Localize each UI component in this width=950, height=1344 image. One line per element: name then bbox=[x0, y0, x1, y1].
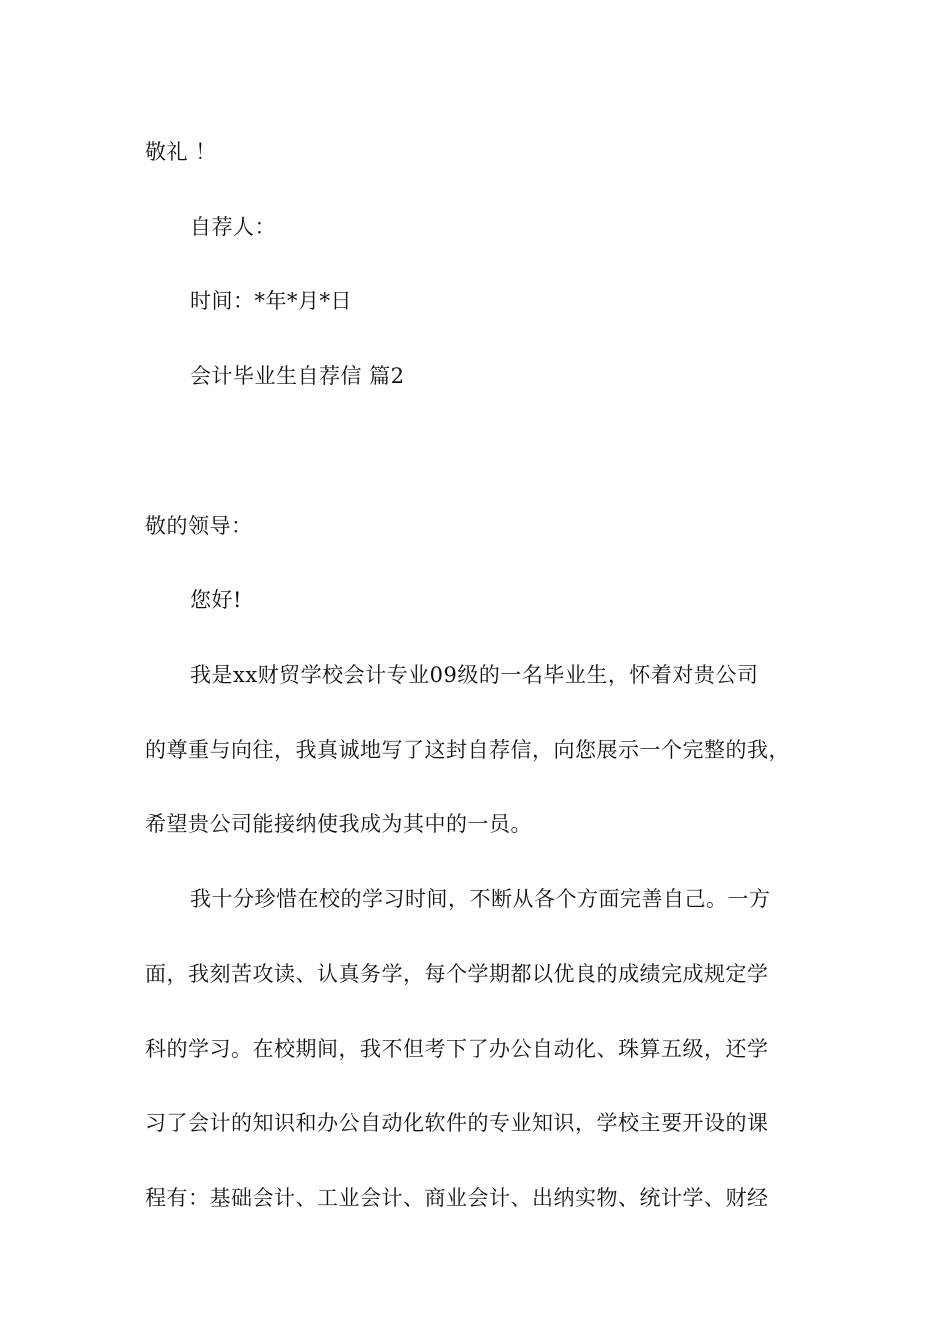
body-line: 面，我刻苦攻读、认真务学，每个学期都以优良的成绩完成规定学 bbox=[145, 962, 769, 986]
body-line: 希望贵公司能接纳使我成为其中的一员。 bbox=[145, 812, 532, 836]
body-line: 的尊重与向往，我真诚地写了这封自荐信，向您展示一个完整的我， bbox=[145, 738, 790, 762]
signature-label: 自荐人： bbox=[190, 215, 276, 239]
body-line: 我十分珍惜在校的学习时间，不断从各个方面完善自己。一方 bbox=[190, 887, 771, 911]
date-line: 时间：*年*月*日 bbox=[190, 289, 352, 313]
body-line: 习了会计的知识和办公自动化软件的专业知识，学校主要开设的课 bbox=[145, 1111, 769, 1135]
salutation: 敬的领导： bbox=[145, 514, 253, 538]
body-line: 科的学习。在校期间，我不但考下了办公自动化、珠算五级，还学 bbox=[145, 1037, 769, 1061]
closing-line: 敬礼 ！ bbox=[145, 140, 217, 164]
section-heading: 会计毕业生自荐信 篇2 bbox=[190, 364, 405, 388]
body-line: 程有：基础会计、工业会计、商业会计、出纳实物、统计学、财经 bbox=[145, 1186, 769, 1210]
greeting: 您好! bbox=[190, 588, 242, 612]
body-line: 我是xx财贸学校会计专业09级的一名毕业生，怀着对贵公司 bbox=[190, 663, 759, 687]
